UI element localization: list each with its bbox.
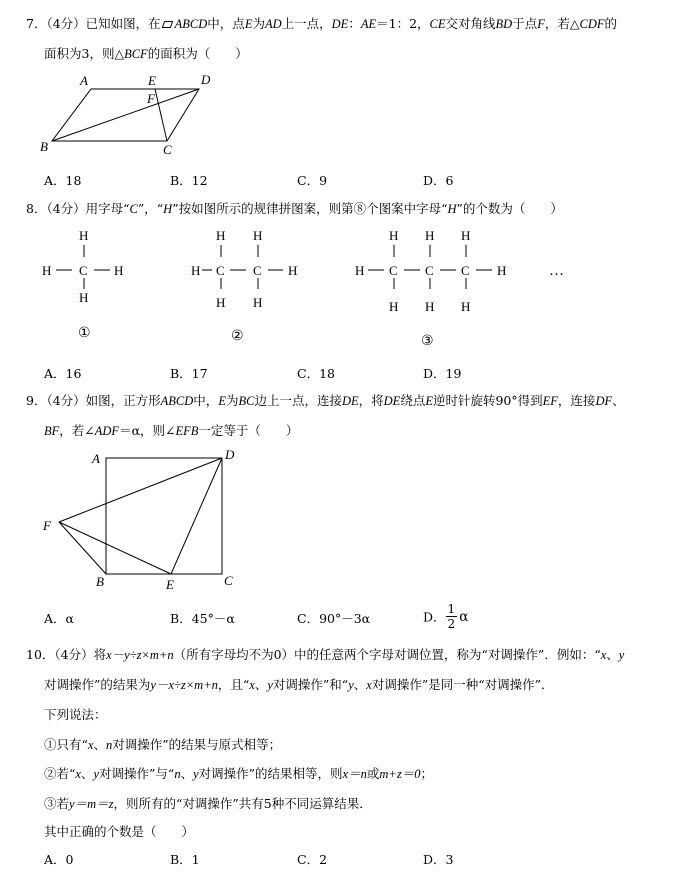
fig2-number: ② xyxy=(231,328,244,344)
fig2-h-bottom1: H xyxy=(216,295,226,310)
fig2-h-left: H xyxy=(191,263,201,278)
fig3-h-right: H xyxy=(497,263,507,278)
q7-option-c[interactable]: C．9 xyxy=(297,173,328,188)
q9-label-c: C xyxy=(224,573,233,588)
fraction-one-half: $\frac{1}{2}$ xyxy=(447,602,456,631)
q10-stem-question: 其中正确的个数是（ ） xyxy=(44,824,195,839)
fig1-h-right: H xyxy=(114,263,124,278)
fig2-h-bottom2: H xyxy=(253,295,263,310)
fig2-h-right: H xyxy=(288,263,298,278)
q10-statement-2: ②若“x、y对调操作”与“n、y对调操作”的结果相等，则x＝n或m+z＝0； xyxy=(44,766,433,781)
segment-fe xyxy=(59,522,171,574)
fig1-h-left: H xyxy=(42,263,52,278)
q9-stem-line1: 9．（4分）如图，正方形ABCD中，E为BC边上一点，连接DE，将DE绕点E逆时针旋转90°得到EF，连接DF、 xyxy=(26,393,625,408)
q9-label-b: B xyxy=(96,574,104,589)
q7-label-e: E xyxy=(148,73,156,88)
q7-stem-line1: 7．（4分）已知如图，在 ABCD中，点E为AD上一点，DE：AE＝1：2，CE交对角线BD于点F，若△CDF的 xyxy=(26,16,617,31)
fig3-h-bottom2: H xyxy=(425,299,435,314)
fig2-c2: C xyxy=(253,263,262,278)
q9-label-e: E xyxy=(166,577,174,592)
q8-option-b[interactable]: B．17 xyxy=(170,366,208,381)
fig3-h-top2: H xyxy=(425,228,435,243)
q7-label-a: A xyxy=(80,73,88,88)
segment-fb xyxy=(59,522,106,574)
fig3-h-top1: H xyxy=(389,228,399,243)
fig3-h-left: H xyxy=(355,263,365,278)
fig3-h-bottom1: H xyxy=(389,299,399,314)
q9-stem-line2: BF，若∠ADF＝α，则∠EFB一定等于（ ） xyxy=(44,423,299,438)
q9-option-d[interactable]: D． $\frac{1}{2}$ α xyxy=(423,602,469,631)
fig1-h-bottom: H xyxy=(79,290,89,305)
fig1-h-top: H xyxy=(79,228,89,243)
q8-option-a[interactable]: A．16 xyxy=(44,366,82,381)
q9-option-c[interactable]: C．90°－3α xyxy=(297,611,371,626)
q7-label-b: B xyxy=(40,139,48,154)
square-abcd xyxy=(106,458,222,574)
fig2-h-top2: H xyxy=(253,228,263,243)
q9-option-a[interactable]: A．α xyxy=(44,611,74,626)
fig3-c3: C xyxy=(461,263,470,278)
fig3-h-top3: H xyxy=(461,228,471,243)
fig3-c2: C xyxy=(425,263,434,278)
q9-label-a: A xyxy=(92,451,100,466)
q10-option-d[interactable]: D．3 xyxy=(423,852,454,867)
q9-label-d: D xyxy=(225,447,235,462)
q7-option-d[interactable]: D．6 xyxy=(423,173,454,188)
q10-option-b[interactable]: B．1 xyxy=(170,852,200,867)
q7-label-d: D xyxy=(201,72,211,87)
q10-stem-line1: 10．（4分）将x－y÷z×m+n（所有字母均不为0）中的任意两个字母对调位置，称为“对调操作”．例如：“x、y xyxy=(26,647,625,662)
q10-option-a[interactable]: A．0 xyxy=(44,852,74,867)
fig2-h-top1: H xyxy=(216,228,226,243)
q7-label-c: C xyxy=(163,142,172,157)
q9-label-f: F xyxy=(43,518,51,533)
q7-option-a[interactable]: A．18 xyxy=(44,173,82,188)
fig2-c1: C xyxy=(216,263,225,278)
q7-stem-line2: 面积为3，则△BCF的面积为（ ） xyxy=(44,46,248,61)
q7-option-b[interactable]: B．12 xyxy=(170,173,208,188)
q8-option-c[interactable]: C．18 xyxy=(297,366,335,381)
fig1-number: ① xyxy=(78,325,91,341)
q10-statement-3: ③若y＝m＝z，则所有的“对调操作”共有5种不同运算结果． xyxy=(44,796,372,811)
fig3-h-bottom3: H xyxy=(461,299,471,314)
q10-stem-line2: 对调操作”的结果为y－x÷z×m+n，且“x、y对调操作”和“y、x对调操作”是同一种“对调操作”． xyxy=(44,677,554,692)
q8-stem: 8．（4分）用字母“C”，“H”按如图所示的规律拼图案，则第⑧个图案中字母“H”的个数为（ ） xyxy=(26,201,563,216)
fig1-c: C xyxy=(79,263,88,278)
fig3-number: ③ xyxy=(421,333,434,349)
q7-label-f: F xyxy=(147,91,155,106)
q10-stem-line3: 下列说法： xyxy=(44,707,107,722)
fig3-c1: C xyxy=(389,263,398,278)
q8-option-d[interactable]: D．19 xyxy=(423,366,462,381)
q10-statement-1: ①只有“x、n对调操作”的结果与原式相等； xyxy=(44,737,282,752)
q10-option-c[interactable]: C．2 xyxy=(297,852,328,867)
q9-option-b[interactable]: B．45°－α xyxy=(170,611,235,626)
ellipsis: … xyxy=(549,263,564,279)
